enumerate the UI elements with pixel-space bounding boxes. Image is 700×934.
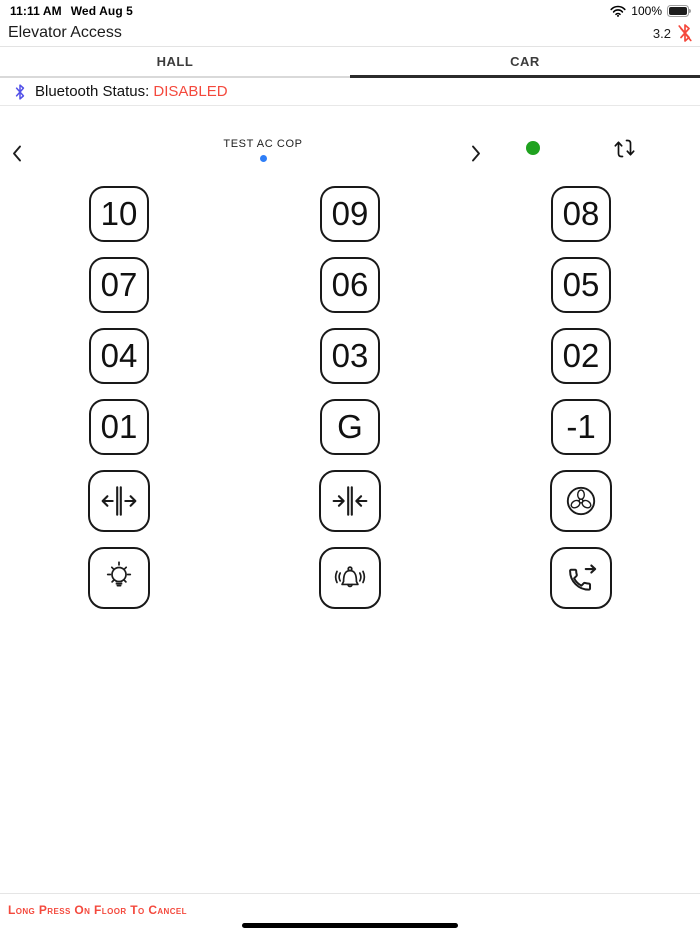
bluetooth-disabled-icon <box>678 24 692 42</box>
battery-icon <box>667 5 692 17</box>
light-button[interactable] <box>88 547 150 609</box>
keypad-column-2 <box>319 186 381 609</box>
floor-button-09[interactable]: 09 <box>320 186 380 242</box>
floor-button-02[interactable]: 02 <box>551 328 611 384</box>
swap-vertical-icon <box>613 138 637 159</box>
bluetooth-status-value: DISABLED <box>153 83 228 100</box>
tab-hall[interactable]: HALL <box>156 54 194 69</box>
door-close-button[interactable] <box>319 470 381 532</box>
status-time-date <box>10 4 133 18</box>
fan-button[interactable] <box>550 470 612 532</box>
phone-outgoing-icon <box>562 559 600 597</box>
call-button[interactable] <box>550 547 612 609</box>
carousel-prev-button[interactable] <box>6 142 28 164</box>
alarm-bell-icon <box>331 559 369 597</box>
swap-button[interactable] <box>613 137 637 159</box>
floor-button-05[interactable]: 05 <box>551 257 611 313</box>
keypad-column-3 <box>550 186 612 609</box>
bluetooth-status-bar <box>0 78 700 106</box>
app-version: 3.2 <box>652 25 671 41</box>
floor-button-10[interactable]: 10 <box>89 186 149 242</box>
fan-icon <box>563 483 599 519</box>
alarm-button[interactable] <box>319 547 381 609</box>
bluetooth-status-text <box>35 83 228 100</box>
page-title: Elevator Access <box>8 24 122 41</box>
tab-bar <box>0 47 700 78</box>
door-close-icon <box>331 482 369 520</box>
status-bar <box>0 0 700 20</box>
floor-button-g[interactable]: G <box>320 399 380 455</box>
bluetooth-status-label: Bluetooth Status: <box>35 83 150 100</box>
connection-status-dot <box>526 141 540 155</box>
home-indicator[interactable] <box>242 923 458 928</box>
floor-button-07[interactable]: 07 <box>89 257 149 313</box>
page-indicator-dot <box>260 155 267 162</box>
bluetooth-icon <box>14 84 26 100</box>
chevron-left-icon <box>12 145 22 162</box>
active-tab-indicator <box>350 75 700 78</box>
elevator-keypad <box>0 186 700 609</box>
floor-button-01[interactable]: 01 <box>89 399 149 455</box>
wifi-icon <box>610 5 626 17</box>
floor-button-03[interactable]: 03 <box>320 328 380 384</box>
panel-title: TEST AC COP <box>223 138 303 150</box>
carousel-next-button[interactable] <box>465 142 487 164</box>
lightbulb-icon <box>101 560 137 596</box>
floor-button-minus1[interactable]: -1 <box>551 399 611 455</box>
tab-car[interactable]: CAR <box>510 54 540 69</box>
door-open-icon <box>100 482 138 520</box>
floor-button-08[interactable]: 08 <box>551 186 611 242</box>
floor-button-04[interactable]: 04 <box>89 328 149 384</box>
keypad-column-1 <box>88 186 150 609</box>
footer-divider <box>0 893 700 894</box>
chevron-right-icon <box>471 145 481 162</box>
footer-hint: Long Press On Floor To Cancel <box>8 903 187 917</box>
nav-bar <box>0 20 700 47</box>
door-open-button[interactable] <box>88 470 150 532</box>
status-time: 11:11 AM <box>10 4 62 18</box>
battery-percent: 100% <box>631 4 662 18</box>
status-date: Wed Aug 5 <box>70 4 133 18</box>
floor-button-06[interactable]: 06 <box>320 257 380 313</box>
